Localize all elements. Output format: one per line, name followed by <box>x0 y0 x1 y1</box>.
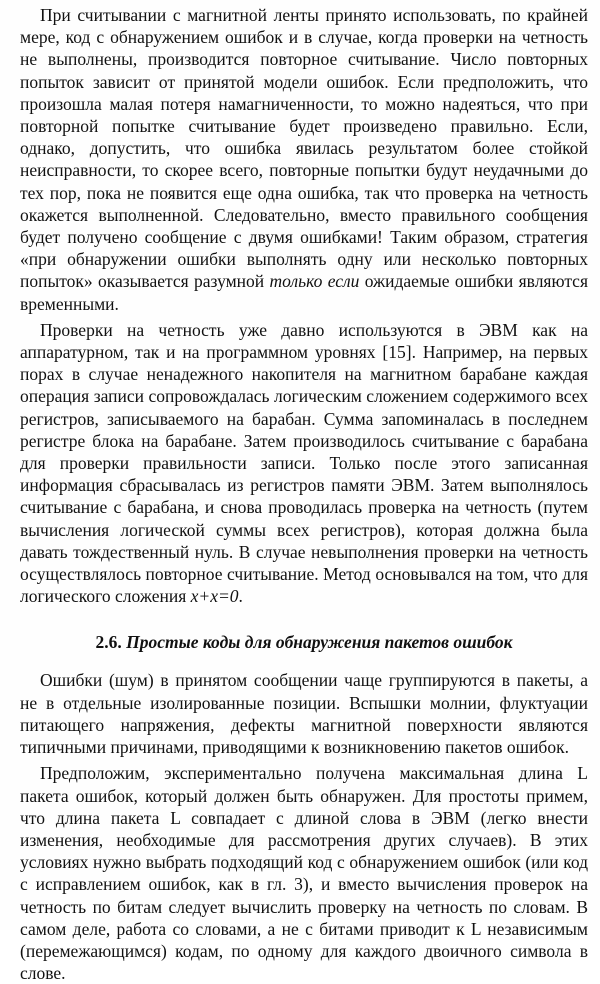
section-heading <box>20 631 588 653</box>
paragraph-parity-checks-text: Проверки на четность уже давно используются в ЭВМ как на аппаратурном, так и на программном уровнях [15]. Например, на первых порах в случае ненадежного накопителя на магнитном барабане каждая операция записи сопровождалась логическим сложением содержимого всех регистров, записываемого на барабан. Сумма запоминалась в последнем регистре блока на барабане. Затем производилось считывание с барабана для проверки правильности записи. Только после этого записанная информация сбрасывалась из регистров памяти ЭВМ. Затем выполнялось считывание с барабана, и снова проводилась проверка на четность (путем вычисления логической суммы всех регистров), которая должна была давать тождественный нуль. В случае невыполнения проверки на четность осуществлялось повторное считывание. Метод основывался на том, что для логического сложения <box>20 319 588 607</box>
paragraph-magnetic-tape-tail: ожидаемые ошибки являются временными. <box>20 271 588 314</box>
paragraph-burst-length: Предположим, экспериментально получена максимальная длина L пакета ошибок, который должен быть обнаружен. Для простоты примем, что длина пакета L совпадает с длиной слова в ЭВМ (легко внести изменения, необходимые для рассмотрения других случаев). В этих условиях нужно выбрать подходящий код с обнаружением ошибок (или код с исправлением ошибок, как в гл. 3), и вместо вычисления проверок на четность по битам следует вычислить проверку на четность по словам. В самом деле, работа со словами, а не с битами приводит к L независимым (перемежающимся) кодам, по одному для каждого двоичного символа в слове. <box>20 763 588 984</box>
paragraph-magnetic-tape-text: При считывании с магнитной ленты принято использовать, по крайней мере, код с обнаружением ошибок и в случае, когда проверки на четность не выполнены, производится повторное считывание. Число повторных попыток зависит от принятой модели ошибок. Если предположить, что произошла малая потеря намагниченности, то можно надеяться, что при повторной попытке считывание будет произведено правильно. Если, однако, допустить, что ошибка явилась результатом более стойкой неисправности, то скорее всего, повторные попытки будут неудачными до тех пор, пока не появится еще одна ошибка, так что проверка на четность окажется выполненной. Следовательно, вместо правильного сообщения будет получено сообщение с двумя ошибками! Таким образом, стратегия «при обнаружении ошибки выполнять одну или несколько повторных попыток» оказывается разумной <box>20 5 588 292</box>
paragraph-parity-checks-tail: . <box>238 586 243 607</box>
section-title: Простые коды для обнаружения пакетов ошибок <box>126 632 513 653</box>
paragraph-magnetic-tape <box>20 4 588 315</box>
paragraph-magnetic-tape-italic: только если <box>269 271 360 292</box>
paragraph-burst-errors: Ошибки (шум) в принятом сообщении чаще группируются в пакеты, а не в отдельные изолированные позиции. Вспышки молнии, флуктуации питающего напряжения, дефекты магнитной поверхности являются типичными причинами, приводящими к возникновению пакетов ошибок. <box>20 670 588 758</box>
paragraph-parity-checks <box>20 319 588 608</box>
formula-x-plus-x: x+x=0 <box>190 586 239 607</box>
section-number: 2.6. <box>95 632 122 653</box>
